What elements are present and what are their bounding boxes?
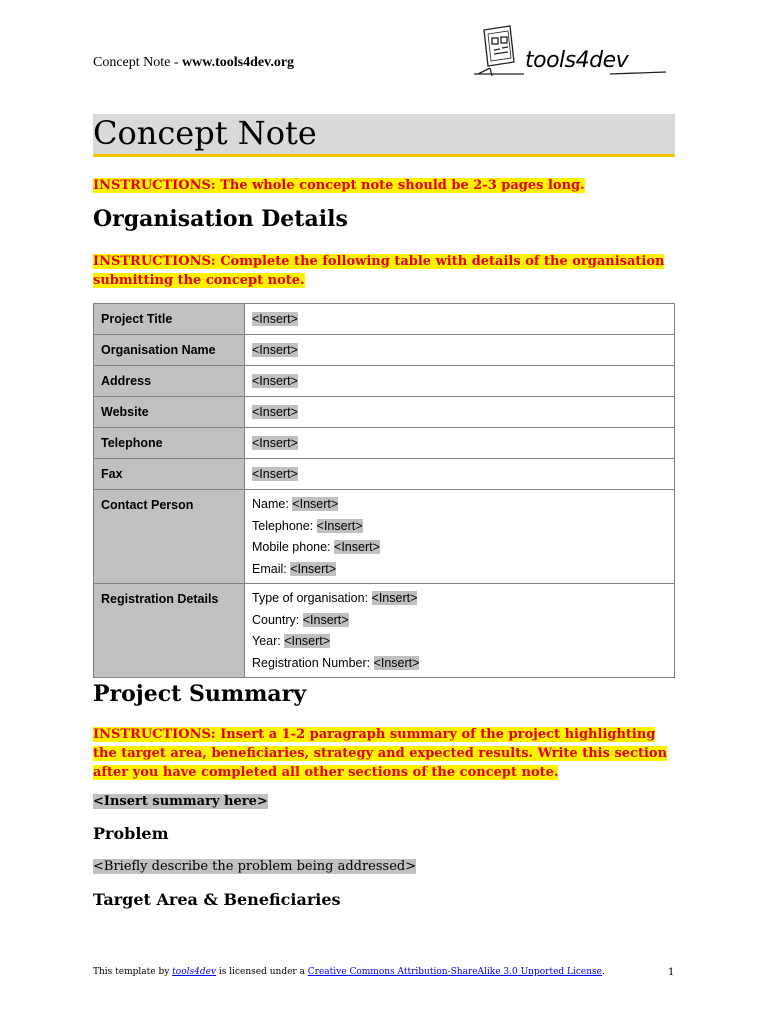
page-header: [93, 55, 294, 71]
contact-field: [252, 537, 667, 559]
header-site: www.tools4dev.org: [182, 55, 295, 70]
table-row: [94, 428, 675, 459]
instructions-length-text: INSTRUCTIONS: The whole concept note should be 2-3 pages long.: [93, 178, 585, 193]
row-label: Telephone: [94, 428, 245, 459]
registration-field: [252, 631, 667, 653]
row-label: Organisation Name: [94, 335, 245, 366]
problem-placeholder[interactable]: <Briefly describe the problem being addressed>: [93, 859, 417, 874]
row-value[interactable]: [245, 459, 675, 490]
footer-suffix: .: [602, 967, 605, 977]
heading-problem: Problem: [93, 824, 169, 843]
instructions-org-line2: submitting the concept note.: [93, 273, 305, 288]
instructions-summary-line1: INSTRUCTIONS: Insert a 1-2 paragraph summary of the project highlighting: [93, 727, 656, 742]
title-banner: [93, 114, 675, 157]
row-value[interactable]: [245, 584, 675, 678]
row-label: Project Title: [94, 304, 245, 335]
row-value[interactable]: [245, 366, 675, 397]
row-label: Registration Details: [94, 584, 245, 678]
organisation-details-table: [93, 303, 675, 678]
field-name: Country:: [252, 612, 303, 627]
row-value[interactable]: [245, 490, 675, 584]
row-value[interactable]: [245, 397, 675, 428]
row-label: Contact Person: [94, 490, 245, 584]
page-number: 1: [668, 967, 675, 978]
insert-placeholder[interactable]: <Insert>: [252, 405, 298, 419]
field-name: Type of organisation:: [252, 591, 372, 605]
insert-placeholder[interactable]: <Insert>: [252, 467, 298, 481]
instructions-length: [93, 176, 585, 195]
insert-placeholder[interactable]: <Insert>: [334, 540, 380, 554]
instructions-org-line1: INSTRUCTIONS: Complete the following table with details of the organisation: [93, 254, 665, 269]
instructions-organisation: [93, 252, 664, 290]
registration-field: [252, 653, 667, 675]
row-value[interactable]: [245, 304, 675, 335]
heading-target-area: Target Area & Beneficiaries: [93, 890, 341, 909]
author-link[interactable]: tools4dev: [172, 967, 217, 977]
row-label: Address: [94, 366, 245, 397]
insert-placeholder[interactable]: <Insert>: [252, 312, 298, 326]
field-name: Email:: [252, 561, 291, 576]
insert-placeholder[interactable]: <Insert>: [316, 518, 363, 533]
field-name: Year:: [252, 634, 285, 648]
table-row: [94, 304, 675, 335]
table-row: [94, 397, 675, 428]
row-label: Fax: [94, 459, 245, 490]
insert-placeholder[interactable]: <Insert>: [371, 591, 418, 605]
insert-placeholder[interactable]: <Insert>: [373, 655, 420, 670]
field-name: Mobile phone:: [252, 540, 335, 554]
instructions-summary-line2: the target area, beneficiaries, strategy and expected results. Write this section: [93, 746, 668, 761]
row-value[interactable]: [245, 335, 675, 366]
table-row: [94, 459, 675, 490]
insert-placeholder[interactable]: <Insert>: [284, 634, 331, 648]
license-footer: [93, 967, 605, 977]
insert-placeholder[interactable]: <Insert>: [290, 561, 337, 576]
table-row: [94, 366, 675, 397]
insert-placeholder[interactable]: <Insert>: [252, 343, 298, 357]
page-title: Concept Note: [93, 114, 317, 152]
instructions-summary-line3: after you have completed all other sections of the concept note.: [93, 765, 559, 780]
heading-project-summary: Project Summary: [93, 681, 307, 707]
field-name: Name:: [252, 497, 293, 511]
row-label: Website: [94, 397, 245, 428]
table-row-contact-person: [94, 490, 675, 584]
instructions-summary: [93, 725, 667, 782]
insert-placeholder[interactable]: <Insert>: [252, 374, 298, 388]
row-value[interactable]: [245, 428, 675, 459]
table-row: [94, 335, 675, 366]
heading-organisation-details: Organisation Details: [93, 206, 348, 232]
insert-placeholder[interactable]: <Insert>: [292, 497, 339, 511]
insert-placeholder[interactable]: <Insert>: [252, 436, 298, 450]
field-name: Registration Number:: [252, 655, 374, 670]
insert-placeholder[interactable]: <Insert>: [302, 612, 349, 627]
registration-field: [252, 610, 667, 632]
contact-field: [252, 559, 667, 581]
registration-field: [252, 588, 667, 610]
logo-text: tools4dev: [525, 48, 629, 73]
footer-middle: is licensed under a: [216, 967, 308, 977]
header-prefix: Concept Note -: [93, 55, 183, 70]
footer-prefix: This template by: [93, 967, 173, 977]
license-link[interactable]: Creative Commons Attribution-ShareAlike 3.0 Unported License: [307, 967, 602, 977]
contact-field: [252, 516, 667, 538]
field-name: Telephone:: [252, 518, 317, 533]
contact-field: [252, 494, 667, 516]
table-row-registration: [94, 584, 675, 678]
summary-placeholder[interactable]: <Insert summary here>: [93, 794, 268, 809]
